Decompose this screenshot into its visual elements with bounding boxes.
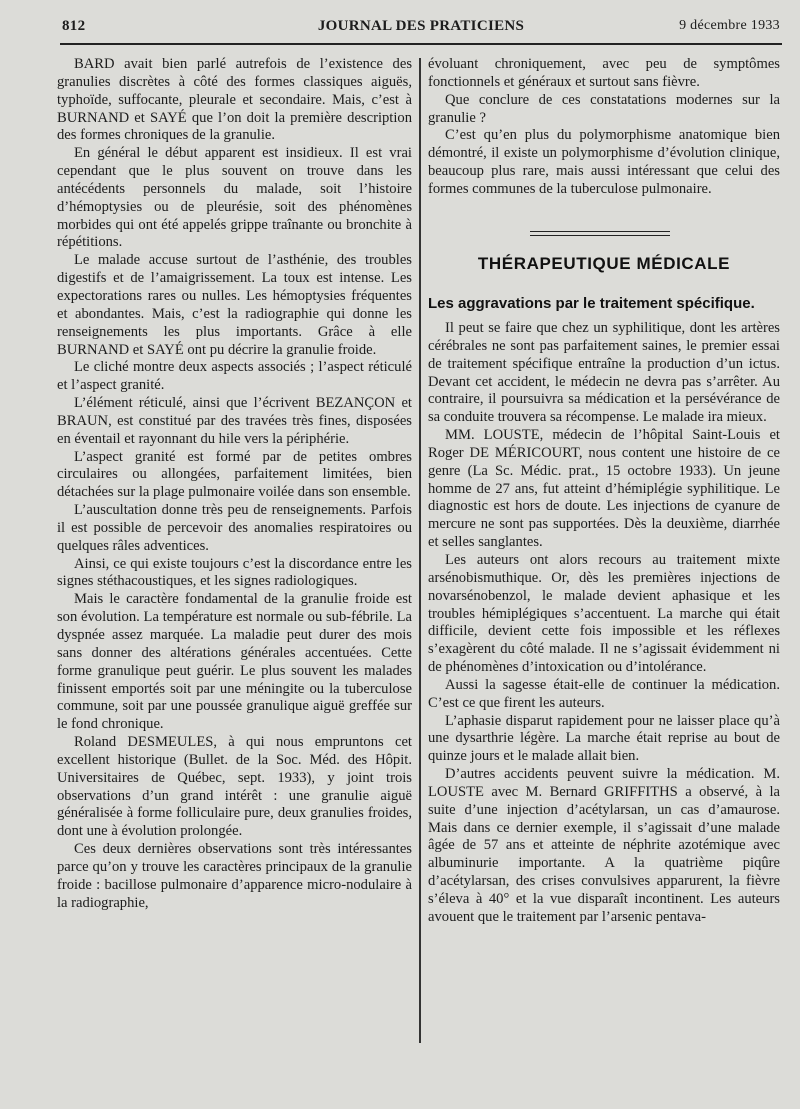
right-column-article [428, 320, 780, 927]
paragraph: Le cliché montre deux aspects associés ; l’aspect réticulé et l’aspect granité. [57, 359, 412, 394]
right-column-continuation [428, 56, 780, 199]
journal-title: JOURNAL DES PRATICIENS [317, 18, 525, 34]
paragraph: BARD avait bien parlé autrefois de l’existence des granulies discrètes à côté des formes classiques aiguës, typhoïde, suffocante, pleurale et secondaire. Mais, c’est à BURNAND et SAYÉ que l’on doit la première description des formes chroniques de la granulie. [57, 56, 412, 144]
paragraph: Que conclure de ces constatations modernes sur la granulie ? [428, 91, 780, 126]
paragraph: Le malade accuse surtout de l’asthénie, des troubles digestifs et de l’amaigrissement. La toux est intense. Les expectorations rares ou nulles. Les hémoptysies fréquentes et abondantes. Mais, c’est la radiographie qui donne les renseignements les plus importants. Grâce à elle BURNAND et SAYÉ ont pu décrire la granulie froide. [57, 252, 412, 358]
paragraph: Ainsi, ce qui existe toujours c’est la discordance entre les signes stéthacoustiques, et les signes radiologiques. [57, 555, 412, 590]
section-divider-rule [530, 231, 670, 232]
section-title: THÉRAPEUTIQUE MÉDICALE [477, 254, 731, 273]
paragraph: L’aspect granité est formé par de petites ombres circulaires ou allongées, parfaitement limitées, bien détachées sur la plage pulmonaire voilée dans son ensemble. [57, 448, 412, 501]
paragraph: C’est qu’en plus du polymorphisme anatomique bien démontré, il existe un polymorphisme d’évolution clinique, beaucoup plus rare, mais aussi intéressant que celui des formes communes de la tuberculose pulmonaire. [428, 127, 780, 197]
paragraph: D’autres accidents peuvent suivre la médication. M. LOUSTE avec M. Bernard GRIFFITHS a observé, à la suite d’une injection d’acétylarsan, un cas d’amaurose. Mais dans ce dernier exemple, il s’agissait d’une malade âgée de 57 ans et atteinte de néphrite azotémique avec albuminurie importante. A la quatrième piqûre d’acétylarsan, des crises convulsives apparurent, la fièvre s’éleva à 40° et la vue disparaît incontinent. Les auteurs avouent que le traitement par l’arsenic pentava- [428, 766, 780, 925]
paragraph: évoluant chroniquement, avec peu de symptômes fonctionnels et généraux et surtout sans fièvre. [428, 56, 780, 90]
paragraph: MM. LOUSTE, médecin de l’hôpital Saint-Louis et Roger DE MÉRICOURT, nous content une histoire de ce genre (La Sc. Médic. prat., 15 octobre 1933). Un jeune homme de 27 ans, fut atteint d’hémiplégie syphilitique. Le diagnostic est hors de doute. Les injections de cyanure de mercure ne sont pas supportées. Dès la deuxième, diarrhée et selles sanglantes. [428, 427, 780, 551]
issue-date: 9 décembre 1933 [679, 18, 780, 33]
paragraph: Les auteurs ont alors recours au traitement mixte arsénobismuthique. Or, dès les premières injections de novarsénobenzol, le malade devient aphasique et les troubles hémiplégiques s’accentuent. La marche qui était difficile, devient cette fois impossible et les réflexes s’exagèrent du côté malade. Il ne s’agissait évidemment ni de phénomènes d’intoxication ou d’intolérance. [428, 551, 780, 676]
paragraph: Il peut se faire que chez un syphilitique, dont les artères cérébrales ne sont pas parfaitement saines, le premier essai de traitement spécifique entraîne la production d’un ictus. Devant cet accident, le médecin ne devra pas s’arrêter. Au contraire, il poursuivra sa médication et la persévérance de sa conduite trouvera sa récompense. Le malade ira mieux. [428, 320, 780, 426]
paragraph: Ces deux dernières observations sont très intéressantes parce qu’on y trouve les caractères principaux de la granulie froide : bacillose pulmonaire d’apparence micro-nodulaire à la radiographie, [57, 841, 412, 911]
left-column [57, 56, 412, 913]
paragraph: Mais le caractère fondamental de la granulie froide est son évolution. La température est normale ou sub-fébrile. La dyspnée assez marquée. La maladie peut durer des mois sans donner des altérations générales accentuées. Cette forme granulique peut guérir. Le plus souvent les malades finissent emportés soit par une méningite ou la tuberculose commune, soit par une poussée granulique aiguë greffée sur le fond chronique. [57, 591, 412, 733]
paragraph: L’aphasie disparut rapidement pour ne laisser place qu’à une dysarthrie légère. La marche était reprise au bout de quinze jours et le malade allait bien. [428, 712, 780, 765]
article-title: Les aggravations par le traitement spécifique. [428, 295, 755, 312]
header-rule [60, 43, 782, 45]
paragraph: En général le début apparent est insidieux. Il est vrai cependant que le plus souvent on trouve dans les antécédents personnels du malade, soit l’histoire d’hémoptysies ou de pleurésie, soit des phénomènes morbides qui ont été appelés grippe traînante ou bronchite à répétitions. [57, 145, 412, 251]
column-divider [419, 58, 421, 1043]
paragraph: Aussi la sagesse était-elle de continuer la médication. C’est ce que firent les auteurs. [428, 676, 780, 711]
section-divider-rule [530, 235, 670, 236]
page-number: 812 [62, 18, 86, 34]
page-header [62, 18, 780, 38]
paragraph: Roland DESMEULES, à qui nous empruntons cet excellent historique (Bullet. de la Soc. Méd. des Hôpit. Universitaires de Québec, sept. 1933), y joint trois observations d’un grand intérêt : une granulie aiguë généralisée à forme folliculaire pure, deux granulies froides, dont une à évolution prolongée. [57, 734, 412, 840]
paragraph: L’élément réticulé, ainsi que l’écrivent BEZANÇON et BRAUN, est constitué par des travées très fines, disposées en éventail et rayonnant du hile vers la périphérie. [57, 395, 412, 447]
paragraph: L’auscultation donne très peu de renseignements. Parfois il est possible de percevoir des anomalies respiratoires ou quelques râles adventices. [57, 502, 412, 554]
